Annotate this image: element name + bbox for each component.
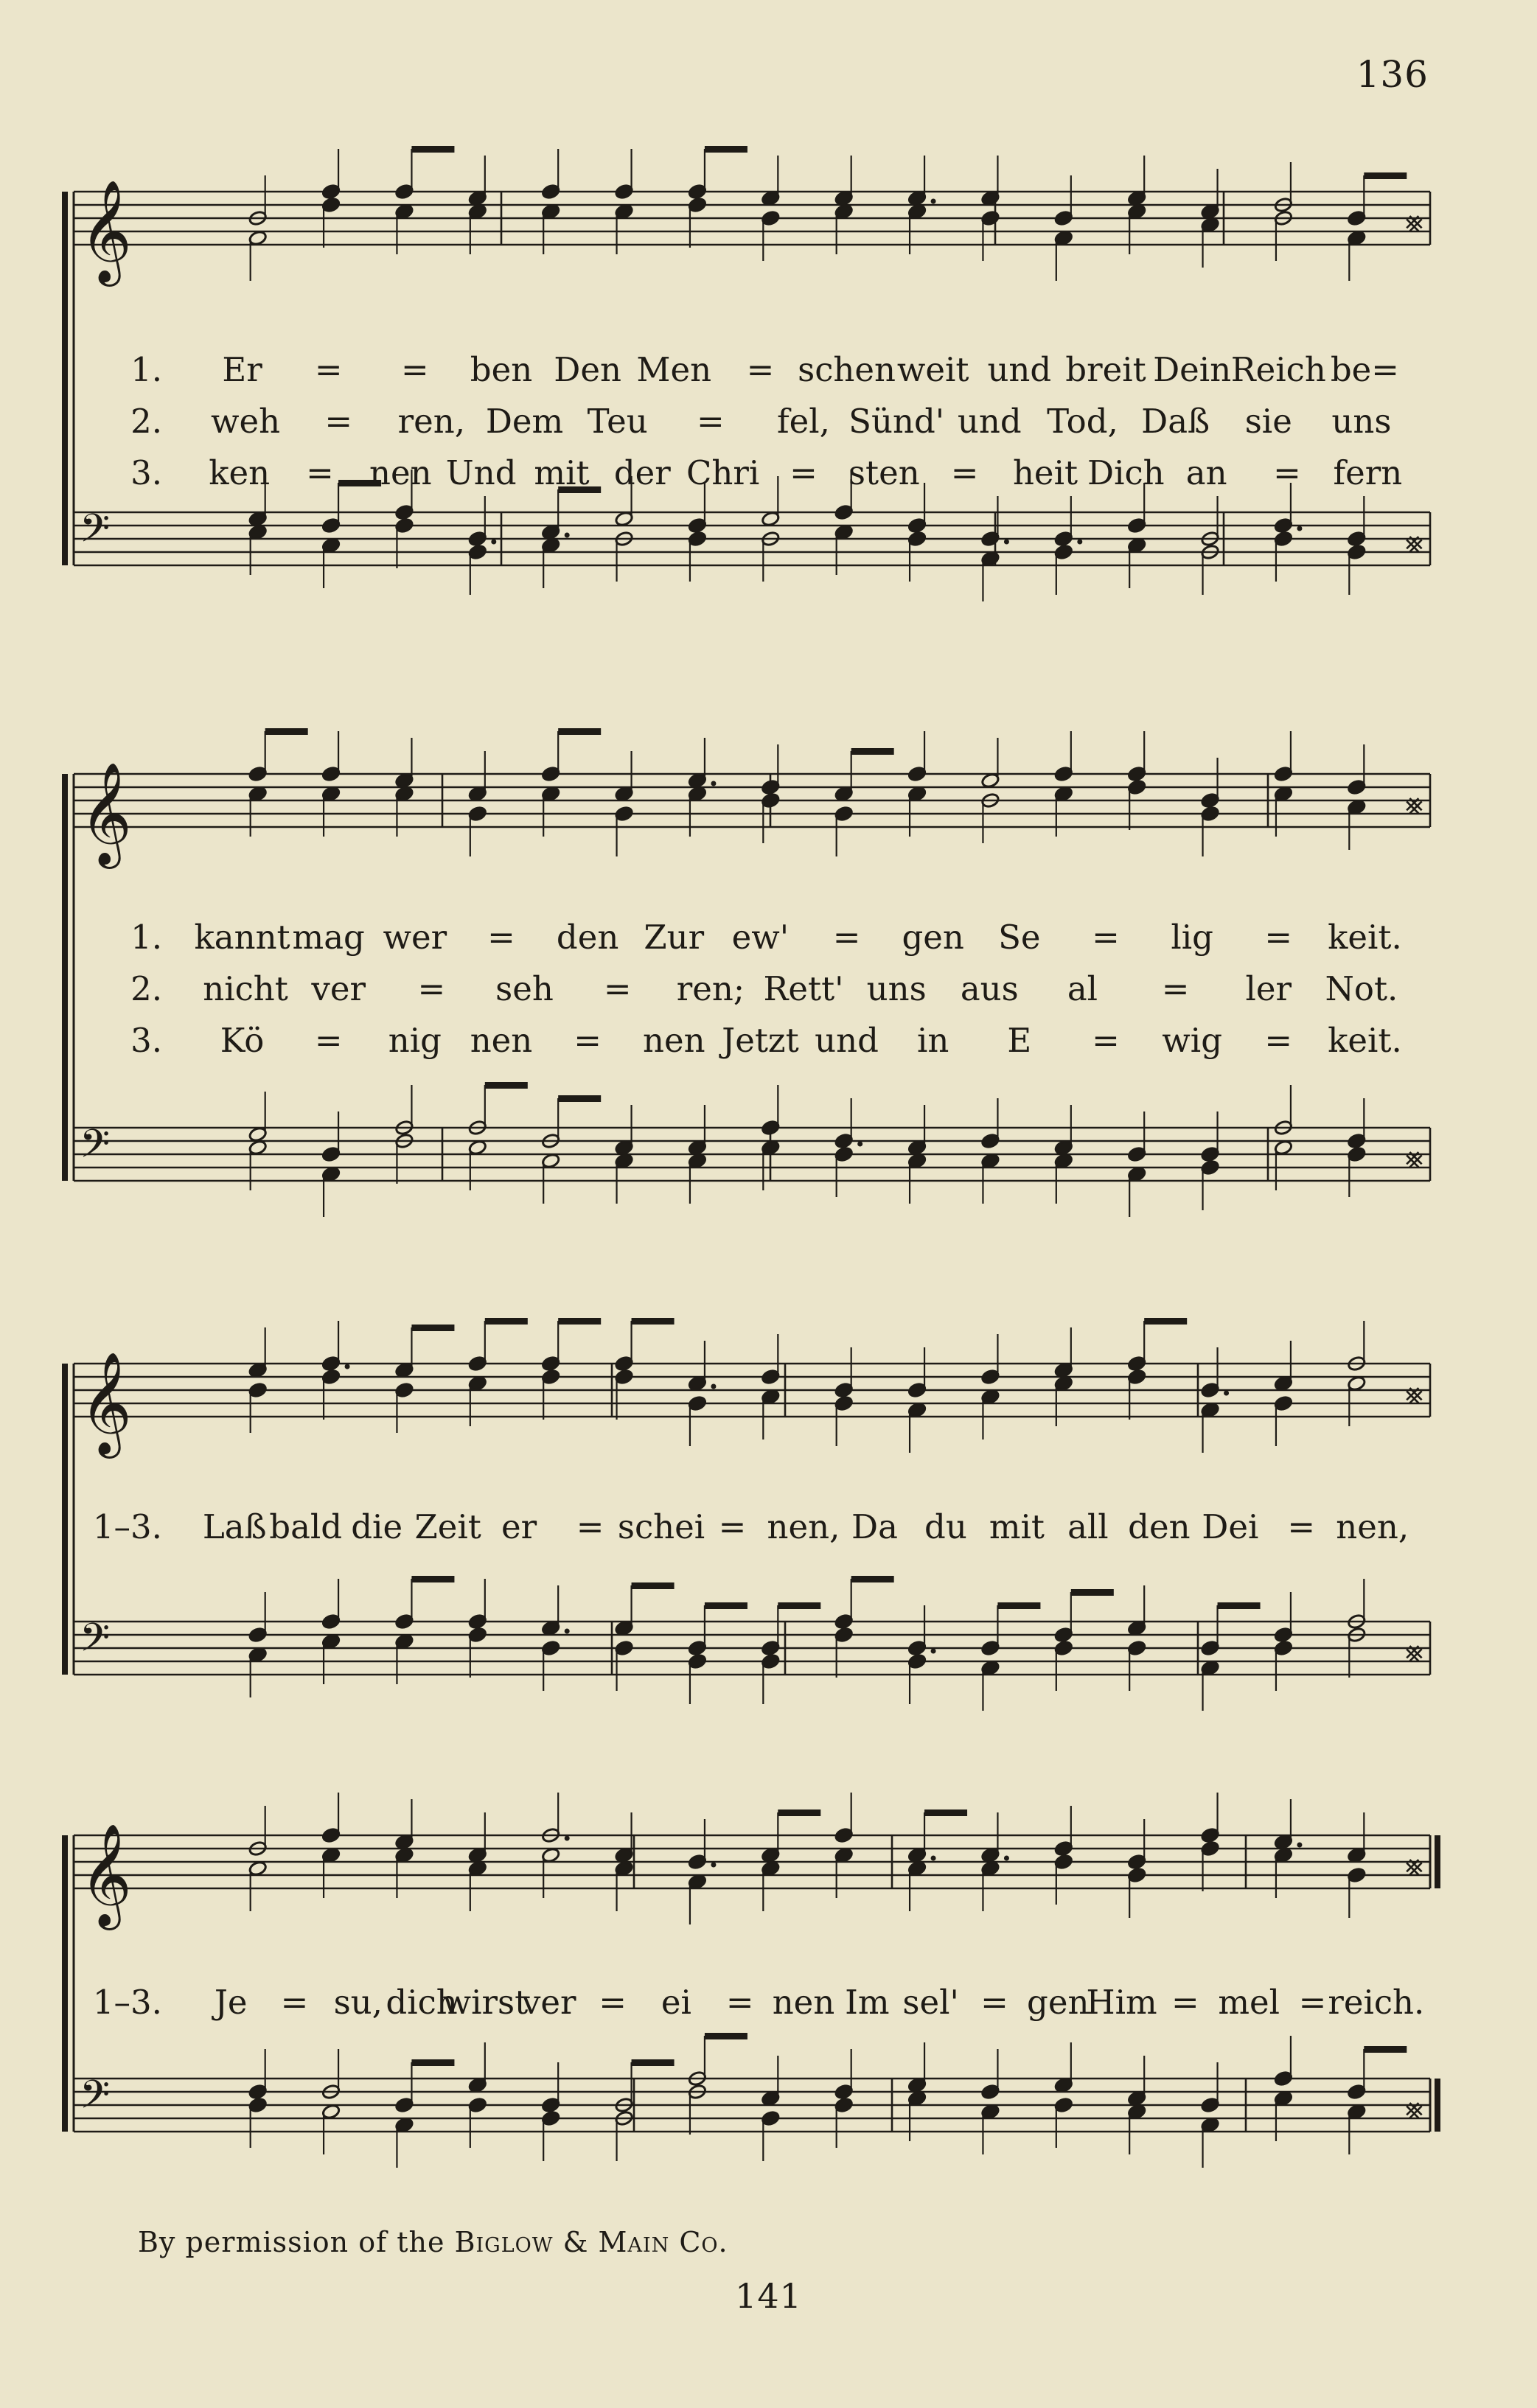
note-beam (778, 1810, 820, 1816)
credit-prefix: By permission of the (138, 2226, 445, 2258)
music-system-1 (52, 177, 1445, 678)
lyric-syllable: Dich (1087, 453, 1165, 492)
lyric-syllable: uns (1331, 402, 1392, 441)
lyric-syllable: Kö (220, 1021, 265, 1060)
hyphen-mark: = (980, 1983, 1008, 2022)
music-system-4 (52, 1791, 1445, 2219)
system-bracket (62, 1835, 68, 2132)
lyric-syllable: den (556, 918, 619, 957)
lyric-syllable: fel, (777, 402, 830, 441)
hyphen-mark: = (324, 402, 353, 441)
lyric-syllable: ren; (676, 969, 745, 1008)
lyric-syllable: gen (902, 918, 964, 957)
treble-clef-icon: 𝄞 (80, 180, 132, 282)
lyric-syllable: der (613, 453, 671, 492)
treble-staff (74, 1835, 1430, 1888)
hyphen-mark: = (603, 969, 632, 1008)
lyric-syllable: mit (989, 1507, 1045, 1546)
lyric-syllable: ver (311, 969, 366, 1008)
note-beam (705, 2033, 747, 2039)
bass-clef-icon: 𝄢 (80, 1616, 111, 1670)
page-number-top: 136 (1356, 53, 1429, 96)
note-beam (997, 1602, 1040, 1609)
lyric-syllable: nen (369, 453, 432, 492)
lyric-syllable: lig (1171, 918, 1213, 957)
music-system-3 (52, 1319, 1445, 1776)
lyric-syllable: Tod, (1047, 402, 1118, 441)
lyric-syllable: sie (1244, 402, 1292, 441)
lyric-syllable: die (351, 1507, 403, 1546)
note-beam (558, 1095, 601, 1102)
note-beam (411, 146, 454, 153)
lyric-syllable: Im (845, 1983, 890, 2022)
bass-notes (248, 2033, 1407, 2168)
lyric-syllable: und (957, 402, 1022, 441)
lyric-syllable: ler (1245, 969, 1292, 1008)
hyphen-mark: = (314, 1021, 343, 1060)
lyric-syllable: in (917, 1021, 949, 1060)
lyric-syllable: Reich (1230, 350, 1326, 389)
lyric-syllable: ei (661, 1983, 691, 2022)
lyric-syllable: den (1128, 1507, 1191, 1546)
hyphen-mark: = (280, 1983, 309, 2022)
note-beam (558, 1318, 601, 1325)
treble-staff (74, 774, 1430, 827)
lyric-syllable: breit (1065, 350, 1146, 389)
lyric-syllable: all (1067, 1507, 1109, 1546)
lyric-syllable: reich. (1328, 1983, 1425, 2022)
lyric-syllable: ver (521, 1983, 576, 2022)
lyric-syllable: wirst (442, 1983, 529, 2022)
lyric-syllable: an (1185, 453, 1227, 492)
hyphen-mark: = (790, 453, 818, 492)
svg-text:⨳: ⨳ (1405, 787, 1423, 821)
hyphen-mark: = (1161, 969, 1190, 1008)
lyric-syllable: sten (848, 453, 920, 492)
lyric-syllable: mit (534, 453, 590, 492)
lyric-syllable: Je (214, 1983, 248, 2022)
lyric-syllable: seh (495, 969, 554, 1008)
hyphen-mark: = (306, 453, 334, 492)
note-beam (632, 2059, 675, 2066)
footer-credit (138, 2226, 728, 2258)
svg-text:⨳: ⨳ (1405, 205, 1423, 239)
bass-staff (74, 2079, 1430, 2132)
lyric-syllable: Chri (686, 453, 760, 492)
lyric-syllable: bald (269, 1507, 343, 1546)
lyric-syllable: dich (386, 1983, 458, 2022)
verse-number: 3. (130, 453, 162, 492)
lyric-syllable: Den (554, 350, 621, 389)
lyric-syllable: Not. (1325, 969, 1398, 1008)
hyphen-mark: = (576, 1507, 604, 1546)
lyric-syllable: Dei (1202, 1507, 1259, 1546)
rest-marks (1405, 205, 1423, 559)
lyric-syllable: schen (798, 350, 896, 389)
lyric-syllable: su, (333, 1983, 383, 2022)
bass-notes (248, 1082, 1367, 1217)
treble-clef-icon: 𝄞 (80, 762, 132, 865)
note-beam (632, 1582, 675, 1589)
treble-staff (74, 192, 1430, 245)
hyphen-mark: = (1298, 1983, 1327, 2022)
verse-number: 1. (130, 918, 162, 957)
bass-clef-icon: 𝄢 (80, 2073, 111, 2127)
hyphen-mark: = (725, 1983, 754, 2022)
lyric-syllable: und (815, 1021, 879, 1060)
lyric-syllable: Teu (587, 402, 648, 441)
lyric-syllable: ken (209, 453, 271, 492)
lyric-syllable: mag (292, 918, 365, 957)
hyphen-mark: = (1264, 1021, 1293, 1060)
verse-number: 2. (130, 402, 162, 441)
lyric-syllable: mel (1218, 1983, 1280, 2022)
svg-text:⨳: ⨳ (1405, 1377, 1423, 1411)
note-beam (924, 1810, 967, 1816)
lyric-syllable: nen (642, 1021, 705, 1060)
treble-notes (248, 728, 1367, 856)
hyphen-mark: = (487, 918, 515, 957)
lyric-syllable: ew' (731, 918, 790, 957)
lyric-syllable: nicht (203, 969, 288, 1008)
staff-notation (52, 1319, 1445, 1776)
hyphen-mark: = (696, 402, 725, 441)
bass-clef-icon: 𝄢 (80, 506, 111, 561)
note-beam (1364, 2046, 1407, 2053)
note-beam (705, 146, 747, 153)
lyric-syllable: wer (383, 918, 447, 957)
page-number-bottom: 141 (735, 2276, 802, 2316)
lyric-syllable: Rett' (763, 969, 844, 1008)
lyric-syllable: Daß (1141, 402, 1210, 441)
lyric-syllable: kannt (194, 918, 290, 957)
hyphen-mark: = (1264, 918, 1293, 957)
verse-number: 2. (130, 969, 162, 1008)
hyphen-mark: = (950, 453, 979, 492)
note-beam (778, 1602, 820, 1609)
lyric-syllable: Jetzt (722, 1021, 799, 1060)
rest-marks (1405, 787, 1423, 1175)
lyric-syllable: Men (636, 350, 712, 389)
lyric-syllable: schei (617, 1507, 705, 1546)
lyric-syllable: und (987, 350, 1052, 389)
hyphen-mark: = (718, 1507, 747, 1546)
verse-number: 1–3. (92, 1983, 162, 2022)
hyphen-mark: = (1287, 1507, 1316, 1546)
lyric-syllable: heit (1012, 453, 1078, 492)
svg-text:⨳: ⨳ (1405, 1141, 1423, 1175)
hyphen-mark: = (1273, 453, 1301, 492)
lyric-syllable: Dein (1153, 350, 1232, 389)
hyphen-mark: = (1171, 1983, 1199, 2022)
lyric-syllable: Se (998, 918, 1041, 957)
note-beam (705, 1602, 747, 1609)
lyric-syllable: weit (896, 350, 969, 389)
lyric-syllable: al (1067, 969, 1098, 1008)
lyric-syllable: Da (851, 1507, 898, 1546)
lyric-syllable: nen, (767, 1507, 840, 1546)
svg-text:⨳: ⨳ (1405, 1849, 1423, 1882)
hyphen-mark: = (1092, 918, 1120, 957)
lyric-syllable: E (1007, 1021, 1032, 1060)
lyric-syllable: Und (445, 453, 517, 492)
system-bracket (62, 192, 68, 565)
note-beam (1364, 172, 1407, 179)
note-beam (851, 1576, 894, 1582)
lyric-syllable: keit. (1328, 1021, 1402, 1060)
bass-staff (74, 1128, 1430, 1181)
note-beam (632, 1318, 675, 1325)
lyric-syllable: Er (222, 350, 262, 389)
lyric-syllable: wig (1162, 1021, 1222, 1060)
note-beam (265, 728, 308, 735)
note-beam (485, 1318, 528, 1325)
lyric-syllable: aus (960, 969, 1019, 1008)
note-beam (411, 1576, 454, 1582)
treble-clef-icon: 𝄞 (80, 1352, 132, 1454)
lyric-syllable: nen (470, 1021, 533, 1060)
hyphen-mark: = (314, 350, 343, 389)
note-beam (1218, 1602, 1261, 1609)
lyric-syllable: nig (388, 1021, 442, 1060)
lyric-syllable: er (501, 1507, 537, 1546)
credit-publisher: Biglow & Main Co. (454, 2226, 728, 2258)
lyric-syllable: fern (1333, 453, 1403, 492)
lyric-syllable: ben (470, 350, 533, 389)
lyric-syllable: keit. (1328, 918, 1402, 957)
lyric-syllable: sel' (902, 1983, 959, 2022)
svg-text:⨳: ⨳ (1405, 1635, 1423, 1669)
note-beam (1071, 1589, 1114, 1596)
lyric-syllable: Laß (202, 1507, 267, 1546)
note-beam (485, 1082, 528, 1089)
lyric-syllable: ren, (397, 402, 466, 441)
lyric-syllable: weh (210, 402, 281, 441)
bass-staff (74, 1622, 1430, 1675)
lyric-syllable: Dem (485, 402, 564, 441)
hyphen-mark: = (400, 350, 429, 389)
hyphen-mark: = (832, 918, 861, 957)
lyric-syllable: Sünd' (848, 402, 945, 441)
hyphen-mark: = (574, 1021, 602, 1060)
verse-number: 1–3. (92, 1507, 162, 1546)
treble-staff (74, 1364, 1430, 1417)
lyric-syllable: be= (1330, 350, 1399, 389)
lyric-syllable: Zeit (414, 1507, 481, 1546)
note-beam (411, 2059, 454, 2066)
lyric-syllable: uns (866, 969, 927, 1008)
verse-number: 3. (130, 1021, 162, 1060)
treble-notes (248, 146, 1407, 281)
treble-clef-icon: 𝄞 (80, 1824, 132, 1926)
music-system-2 (52, 730, 1445, 1275)
svg-text:⨳: ⨳ (1405, 526, 1423, 559)
hyphen-mark: = (746, 350, 775, 389)
note-beam (558, 728, 601, 735)
lyric-syllable: gen (1027, 1983, 1090, 2022)
bass-staff (74, 512, 1430, 565)
note-beam (411, 1325, 454, 1331)
system-bracket (62, 774, 68, 1181)
note-beam (851, 748, 894, 755)
verse-number: 1. (130, 350, 162, 389)
system-bracket (62, 1364, 68, 1675)
lyric-syllable: Zur (644, 918, 705, 957)
note-beam (1144, 1318, 1187, 1325)
lyric-syllable: nen, (1336, 1507, 1409, 1546)
lyric-syllable: Him (1086, 1983, 1157, 2022)
hyphen-mark: = (599, 1983, 627, 2022)
treble-notes (248, 1793, 1367, 1924)
bass-clef-icon: 𝄢 (80, 1122, 111, 1176)
hyphen-mark: = (1092, 1021, 1120, 1060)
svg-text:⨳: ⨳ (1405, 2092, 1423, 2126)
lyric-syllable: du (924, 1507, 967, 1546)
hyphen-mark: = (417, 969, 446, 1008)
lyric-syllable: nen (772, 1983, 835, 2022)
